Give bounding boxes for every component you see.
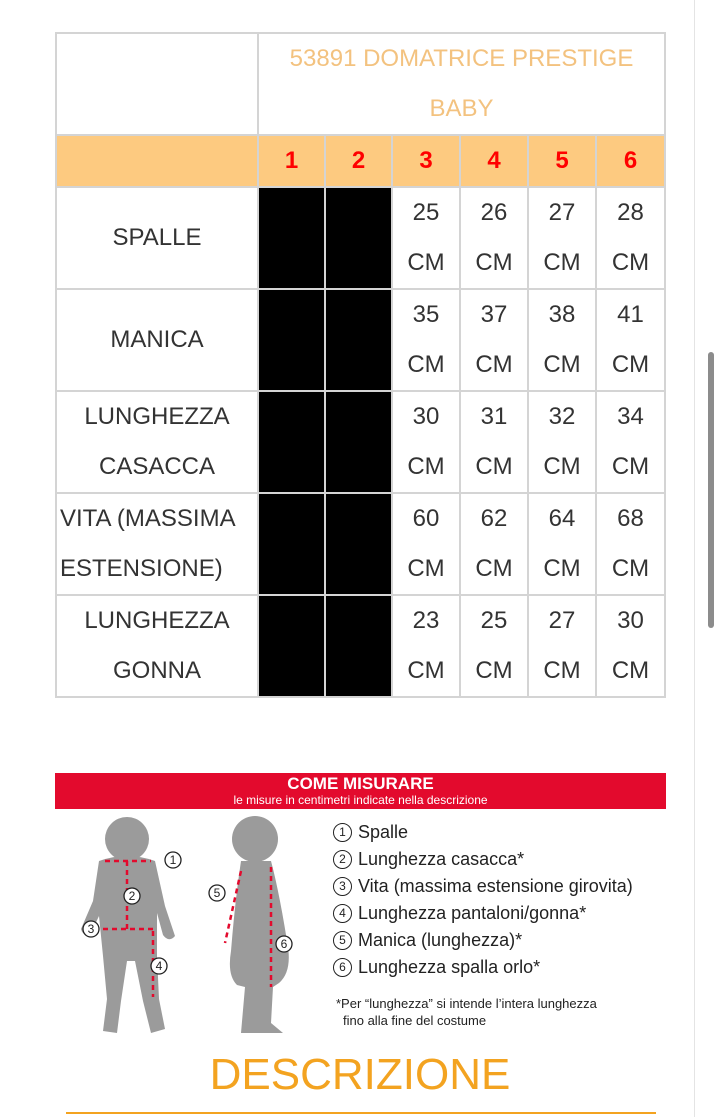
value-cell (597, 188, 664, 288)
list-item (333, 819, 673, 846)
row-label (57, 596, 257, 696)
item-number: 1 (333, 823, 352, 842)
unit: CM (543, 453, 581, 480)
value-cell (529, 290, 595, 390)
size-header-row (57, 136, 664, 186)
list-item (333, 927, 673, 954)
description-underline (66, 1112, 656, 1114)
item-number: 4 (333, 904, 352, 923)
table-row-lunghezza-gonna (57, 596, 664, 696)
unavailable-cell (326, 290, 391, 390)
footnote-line-1: *Per “lunghezza” si intende l’intera lunghezza (336, 996, 597, 1011)
label-1: 1 (169, 853, 177, 867)
footnote-line-2: fino alla fine del costume (343, 1013, 487, 1028)
item-number: 5 (333, 931, 352, 950)
unit: CM (407, 657, 445, 684)
unit: CM (611, 249, 650, 276)
row-label-line: VITA (MASSIMA (60, 505, 236, 532)
table-row-vita (57, 494, 664, 594)
unit: CM (543, 351, 581, 378)
value: 64 (548, 505, 576, 532)
value: 25 (480, 607, 508, 634)
value: 23 (412, 607, 440, 634)
row-label (57, 188, 257, 288)
value: 31 (480, 403, 508, 430)
item-label: Vita (massima estensione girovita) (358, 876, 633, 896)
value-cell (529, 392, 595, 492)
label-3: 3 (87, 922, 95, 936)
size-header: 3 (393, 136, 459, 186)
value-cell (529, 596, 595, 696)
row-label (57, 290, 257, 390)
scrollbar-thumb[interactable] (708, 352, 714, 628)
label-2: 2 (128, 889, 136, 903)
item-number: 6 (333, 958, 352, 977)
how-to-measure-banner (55, 773, 666, 809)
list-item (333, 846, 673, 873)
value: 28 (617, 199, 644, 226)
list-item (333, 900, 673, 927)
length-footnote (336, 995, 676, 1029)
unit: CM (475, 555, 513, 582)
label-6: 6 (280, 937, 288, 951)
unavailable-cell (326, 596, 391, 696)
item-label: Lunghezza casacca* (358, 849, 525, 869)
row-label-line: CASACCA (98, 453, 216, 480)
value: 68 (617, 505, 644, 532)
unavailable-cell (259, 188, 324, 288)
unit: CM (475, 657, 513, 684)
item-label: Manica (lunghezza)* (358, 930, 523, 950)
value: 35 (412, 301, 440, 328)
size-header: 2 (326, 136, 391, 186)
row-label-line: LUNGHEZZA (84, 403, 230, 430)
unit: CM (611, 657, 650, 684)
value: 41 (617, 301, 644, 328)
product-title-line-1: 53891 DOMATRICE PRESTIGE (289, 45, 634, 72)
list-item (333, 954, 673, 981)
row-label-line: MANICA (110, 326, 204, 353)
unavailable-cell (326, 188, 391, 288)
value-cell (461, 290, 527, 390)
description-heading: DESCRIZIONE (209, 1050, 511, 1099)
product-title (259, 34, 664, 134)
row-label (57, 494, 257, 594)
size-chart-table (55, 32, 666, 698)
product-title-line-2: BABY (429, 95, 494, 122)
value: 62 (480, 505, 508, 532)
unavailable-cell (259, 596, 324, 696)
value: 30 (617, 607, 644, 634)
value-cell (393, 494, 459, 594)
value: 34 (617, 403, 644, 430)
value: 32 (548, 403, 576, 430)
size-header: 5 (529, 136, 595, 186)
unavailable-cell (259, 290, 324, 390)
row-label-line: SPALLE (112, 224, 202, 251)
unit: CM (543, 555, 581, 582)
unit: CM (543, 249, 581, 276)
value-cell (461, 188, 527, 288)
value: 25 (412, 199, 440, 226)
size-header: 6 (597, 136, 664, 186)
table-row-manica (57, 290, 664, 390)
value-cell (393, 290, 459, 390)
value: 38 (548, 301, 576, 328)
measurement-figures (65, 811, 325, 1043)
value-cell (461, 596, 527, 696)
unit: CM (611, 351, 650, 378)
value: 60 (412, 505, 440, 532)
size-header: 1 (259, 136, 324, 186)
unavailable-cell (259, 494, 324, 594)
value-cell (597, 596, 664, 696)
value-cell (597, 494, 664, 594)
unit: CM (407, 249, 445, 276)
how-to-measure-panel (55, 773, 666, 1053)
item-number: 2 (333, 850, 352, 869)
unit: CM (475, 351, 513, 378)
value-cell (597, 290, 664, 390)
value: 26 (480, 199, 508, 226)
item-label: Spalle (358, 822, 409, 842)
row-label-line: GONNA (112, 657, 201, 684)
row-label (57, 392, 257, 492)
value-cell (393, 596, 459, 696)
value-cell (461, 494, 527, 594)
child-side-figure-icon (230, 816, 289, 1033)
unit: CM (475, 453, 513, 480)
row-label-line: LUNGHEZZA (84, 607, 230, 634)
unit: CM (407, 555, 445, 582)
unit: CM (407, 453, 445, 480)
value-cell (461, 392, 527, 492)
table-row-lunghezza-casacca (57, 392, 664, 492)
value-cell (393, 392, 459, 492)
unit: CM (407, 351, 445, 378)
item-label: Lunghezza spalla orlo* (358, 957, 541, 977)
table-row-spalle (57, 188, 664, 288)
unavailable-cell (259, 392, 324, 492)
unit: CM (475, 249, 513, 276)
label-4: 4 (155, 959, 163, 973)
size-header: 4 (461, 136, 527, 186)
corner-cell (57, 34, 257, 134)
item-number: 3 (333, 877, 352, 896)
unit: CM (611, 555, 650, 582)
value: 37 (480, 301, 508, 328)
value-cell (529, 494, 595, 594)
row-label-line: ESTENSIONE) (60, 555, 223, 582)
how-to-measure-subtitle: le misure in centimetri indicate nella descrizione (233, 793, 488, 807)
value: 27 (548, 199, 576, 226)
value-cell (529, 188, 595, 288)
list-item (333, 873, 673, 900)
unit: CM (611, 453, 650, 480)
value-cell (597, 392, 664, 492)
unit: CM (543, 657, 581, 684)
value: 30 (412, 403, 440, 430)
how-to-measure-title: COME MISURARE (287, 774, 434, 793)
unavailable-cell (326, 494, 391, 594)
page-edge (694, 0, 695, 1117)
measurement-list (333, 819, 673, 981)
item-label: Lunghezza pantaloni/gonna* (358, 903, 587, 923)
label-5: 5 (213, 886, 221, 900)
header-blank-cell (57, 136, 257, 186)
value-cell (393, 188, 459, 288)
title-row (57, 34, 664, 134)
unavailable-cell (326, 392, 391, 492)
value: 27 (548, 607, 576, 634)
